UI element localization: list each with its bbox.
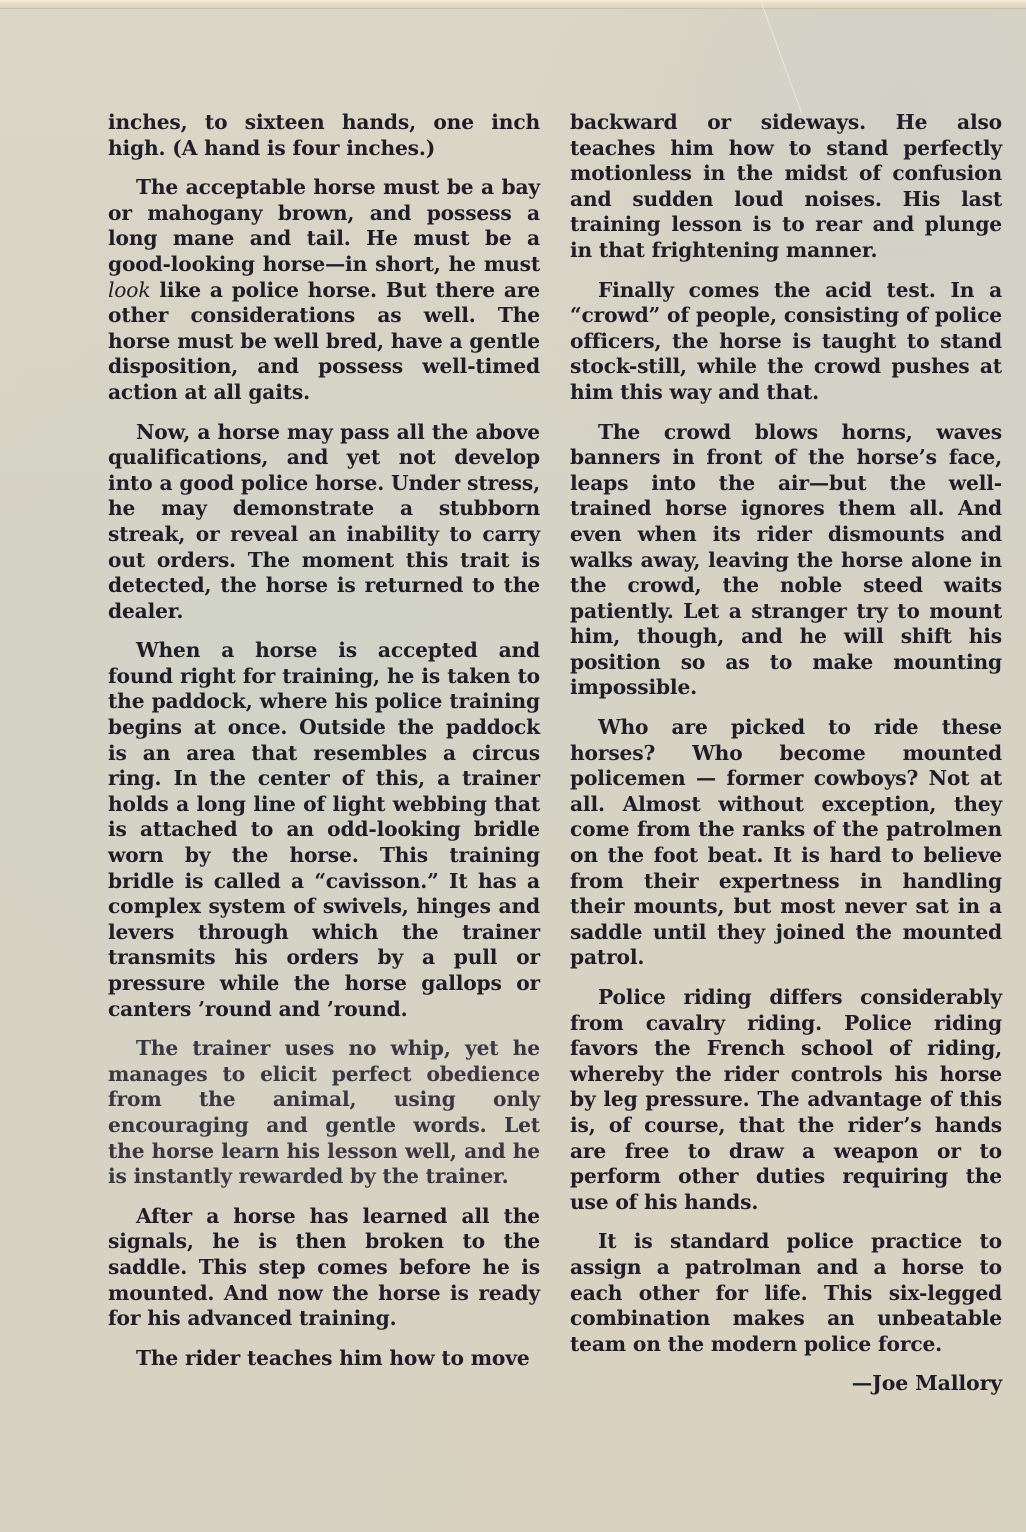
paragraph [108, 175, 540, 405]
author-byline: —Joe Mallory [851, 1371, 1002, 1396]
paragraph: Police riding differs considerably from cavalry riding. Police riding favors the French school of riding, whereby the rider controls his horse by leg pressure. The advantage of this is, of course, that the rider’s hands are free to draw a weapon or to perform other duties requiring the use of his hands. [570, 985, 1002, 1214]
paragraph: The crowd blows horns, waves banners in front of the horse’s face, leaps into the air—but the well-trained horse ignores them all. And even when its rider dismounts and walks away, leaving the horse alone in the crowd, the noble steed waits patiently. Let a stranger try to mount him, though, and he will shift his position so as to make mounting impossible. [570, 419, 1002, 700]
paragraph: Finally comes the acid test. In a “crowd” of people, consisting of police officers, the horse is taught to stand stock-still, while the crowd pushes at him this way and that. [570, 277, 1002, 404]
paragraph: The rider teaches him how to move [136, 1345, 530, 1370]
paragraph: When a horse is accepted and found right for training, he is taken to the paddock, where his police training begins at once. Outside the paddock is an area that resembles a circus ring. In the center of this, a trainer holds a long line of light webbing that is attached to an odd-looking bridle worn by the horse. This training bridle is called a “cavisson.” It has a complex system of swivels, hinges and levers through which the trainer transmits his orders by a pull or pressure while the horse gallops or canters ’round and ’round. [108, 638, 540, 1021]
paragraph: inches, to sixteen hands, one inch high. (A hand is four inches.) [108, 110, 540, 160]
paragraph: backward or sideways. He also teaches him how to stand perfectly motionless in the midst of confusion and sudden loud noises. His last training lesson is to rear and plunge in that frightening manner. [570, 110, 1002, 262]
paragraph-text: like a police horse. But there are other considerations as well. The horse must be well bred, have a gentle disposition, and possess well-timed action at all gaits. [108, 277, 540, 404]
paragraph: Who are picked to ride these horses? Who become mounted policemen — former cowboys? Not at all. Almost without exception, they come from the ranks of the patrolmen on the foot beat. It is hard to believe from their expertness in handling their mounts, but most never sat in a saddle until they joined the mounted patrol. [570, 715, 1002, 970]
paragraph: The trainer uses no whip, yet he manages to elicit perfect obedience from the animal, using only encouraging and gentle words. Let the horse learn his lesson well, and he is instantly rewarded by the trainer. [108, 1036, 540, 1189]
paragraph: It is standard police practice to assign a patrolman and a horse to each other for life. This six-legged combination makes an unbeatable team on the modern police force. [570, 1229, 1002, 1356]
left-column [108, 110, 540, 1371]
paper-crease [760, 0, 802, 113]
paragraph: After a horse has learned all the signals, he is then broken to the saddle. This step comes before he is mounted. And now the horse is ready for his advanced training. [108, 1203, 540, 1331]
paragraph: Now, a horse may pass all the above qualifications, and yet not develop into a good police horse. Under stress, he may demonstrate a stubborn streak, or reveal an inability to carry out orders. The moment this trait is detected, the horse is returned to the dealer. [108, 419, 540, 623]
italic-emphasis: look [108, 277, 151, 302]
right-column [570, 110, 1002, 1397]
page-top-edge [0, 0, 1026, 9]
paragraph-text: The acceptable horse must be a bay or mahogany brown, and possess a long mane and tail. He must be a good-looking horse—in short, he must [108, 175, 540, 276]
